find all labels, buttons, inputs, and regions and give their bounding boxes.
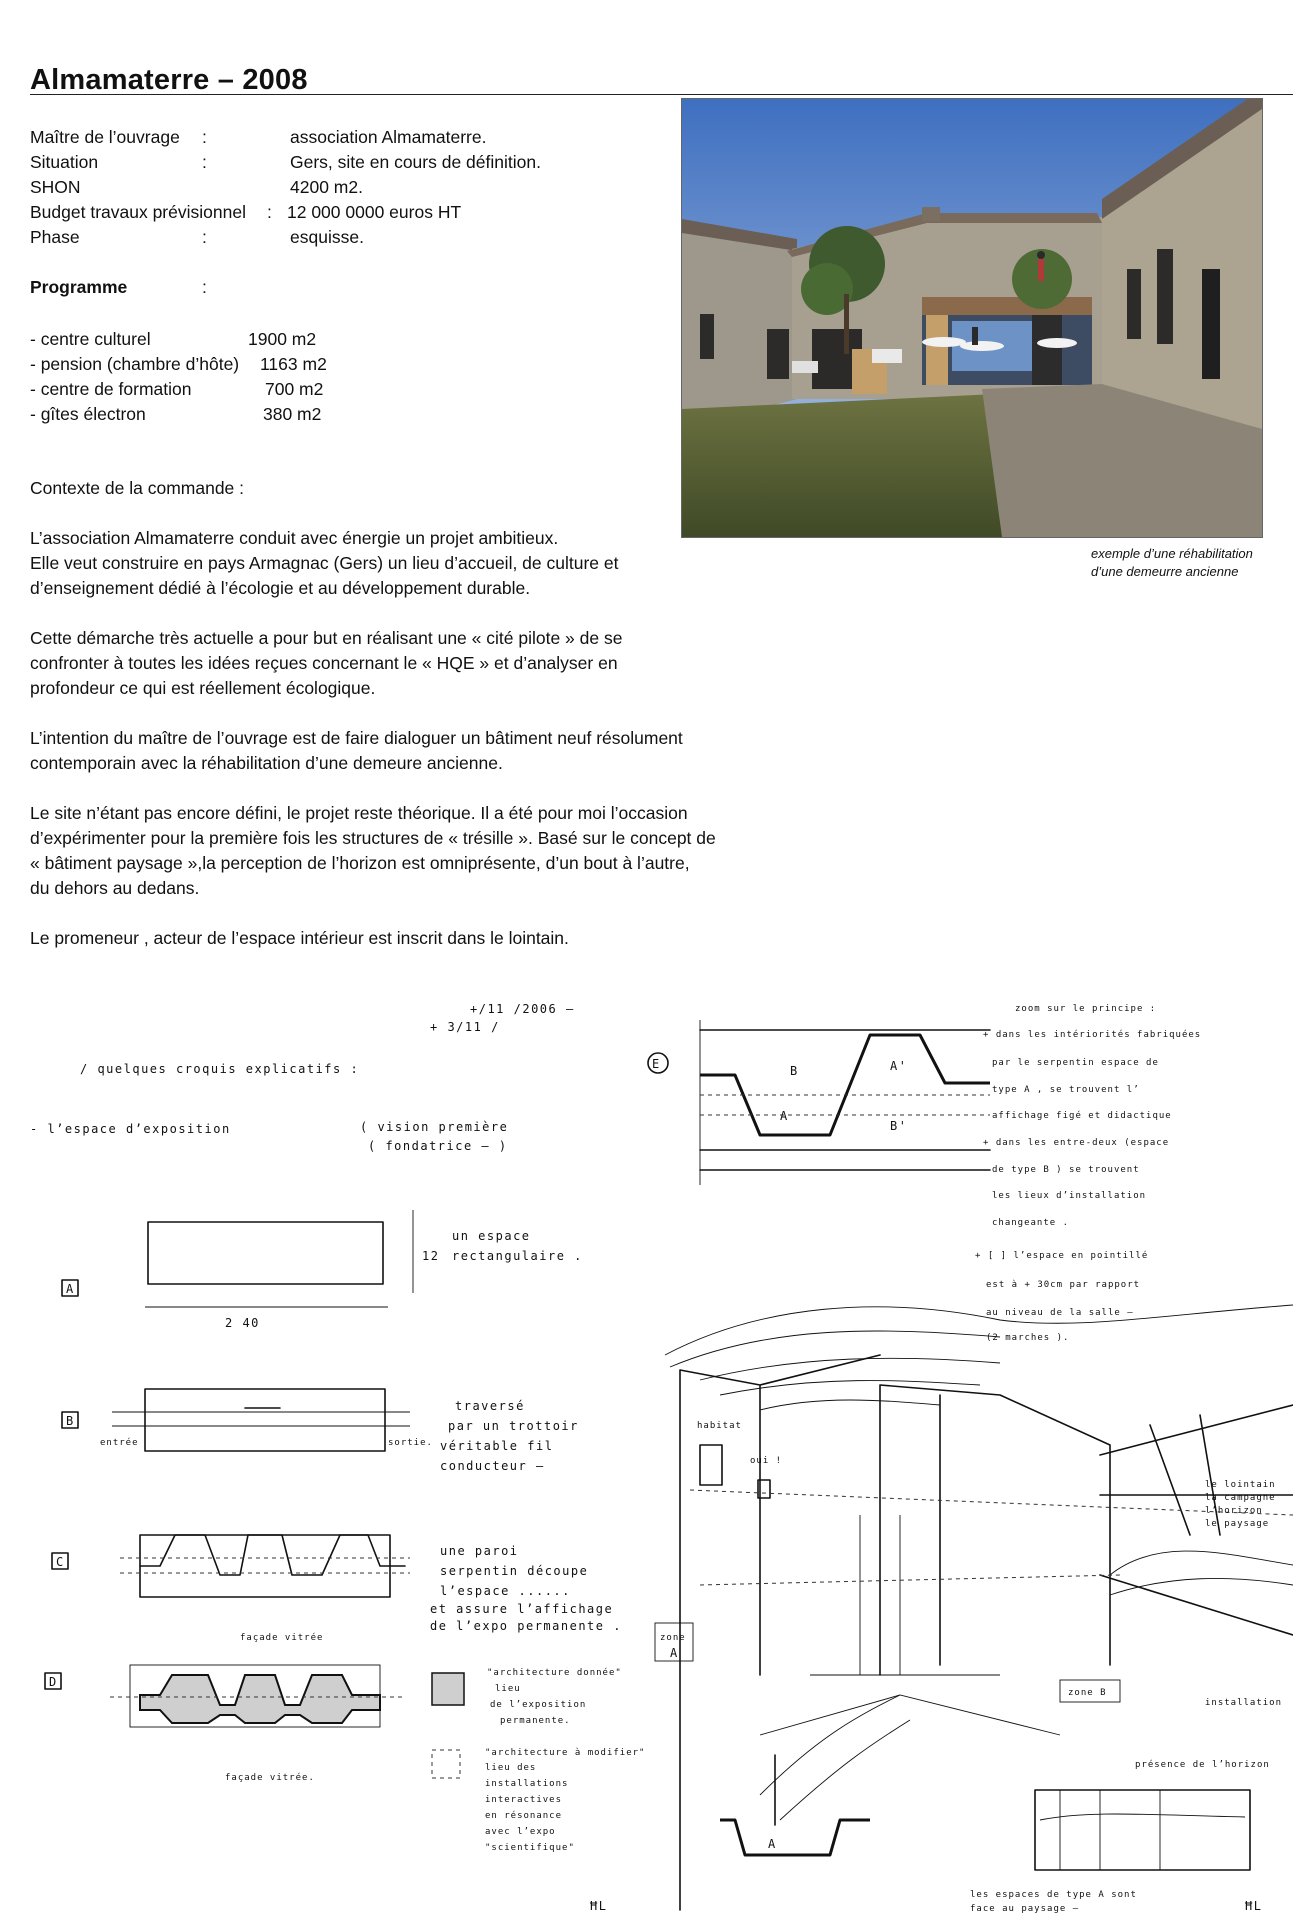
perspective-lointain: le lointain (1205, 1480, 1276, 1490)
perspective-oui-label: oui ! (750, 1456, 783, 1466)
sketch-facade-top: façade vitrée (240, 1633, 324, 1643)
perspective-section (720, 1820, 870, 1855)
sketch-zoom-note: de type B ) se trouvent (992, 1165, 1140, 1175)
sketch-vision: ( vision première (360, 1120, 509, 1134)
info-label: SHON (30, 177, 81, 197)
sketch-note-c: et assure l’affichage (430, 1602, 614, 1616)
perspective-window (700, 1445, 722, 1485)
programme-item (30, 352, 327, 377)
sketch-note-d2: en résonance (485, 1811, 563, 1821)
sketch-fondatrice: ( fondatrice — ) (368, 1139, 508, 1153)
perspective-central-frame (880, 1385, 1110, 1675)
sketch-note-b: conducteur — (440, 1459, 545, 1473)
sketch-note-d2: "architecture à modifier" (485, 1748, 646, 1758)
sketch-note-rect-1: un espace (452, 1229, 531, 1243)
perspective-horizon-lines (1040, 1790, 1245, 1870)
programme-item-label: - centre de formation (30, 379, 192, 399)
sketch-note-d1: lieu (495, 1684, 521, 1694)
info-value: association Almamaterre. (290, 127, 487, 147)
programme-item-area: 700 m2 (265, 379, 324, 399)
sketch-dashed-line (690, 1490, 1293, 1515)
sketch-zoom-note: par le serpentin espace de (992, 1058, 1159, 1068)
sketch-note-d2: lieu des (485, 1763, 537, 1773)
info-colon: : (202, 152, 207, 172)
rehabilitation-render-image (681, 98, 1263, 538)
programme-list (30, 327, 327, 427)
info-colon: : (202, 227, 207, 247)
programme-item-area: 1900 m2 (248, 329, 317, 349)
programme-item (30, 327, 317, 352)
sketch-e-label: A' (890, 1059, 908, 1073)
sketch-serpentine-wall (140, 1535, 405, 1575)
sketch-rectangle-b (145, 1389, 385, 1451)
perspective-bottom-note: les espaces de type A sont (970, 1890, 1137, 1900)
programme-item-area: 1163 m2 (260, 354, 327, 374)
sketch-hatched-wall (140, 1675, 380, 1723)
sketch-label-b: B (66, 1414, 75, 1428)
info-label: Phase (30, 227, 80, 247)
sketch-note-d2: "scientifique" (485, 1843, 575, 1853)
title-rule (30, 94, 1293, 95)
sketch-note-c: serpentin découpe (440, 1564, 589, 1578)
sketch-dim-height: 12 (422, 1249, 440, 1263)
sketch-date-2: + 3/11 / (430, 1020, 500, 1034)
sketch-zoom-serpentine (700, 1035, 990, 1135)
context-paragraph: L’association Almamaterre conduit avec énergie un projet ambitieux. Elle veut construire en pays Armagnac (Gers) un lieu d’accueil, de culture et d’enseignement dédié à l’écologie et au développement durable. (30, 528, 619, 598)
info-label: Maître de l’ouvrage (30, 127, 180, 147)
sketch-zoom-note: + dans les intériorités fabriquées (983, 1030, 1202, 1040)
sketch-e-label: A (780, 1109, 789, 1123)
perspective-habitat-wall (680, 1355, 880, 1910)
sketch-label-c: C (56, 1555, 65, 1569)
context-paragraph: Le promeneur , acteur de l’espace intérieur est inscrit dans le lointain. (30, 928, 569, 948)
context-text (30, 476, 750, 976)
sketch-note-b: traversé (455, 1399, 525, 1413)
page-title: Almamaterre – 2008 (30, 64, 308, 96)
sketch-dim-width: 2 40 (225, 1316, 260, 1330)
info-value: 12 000 0000 euros HT (287, 202, 462, 222)
perspective-landscape (1110, 1551, 1293, 1595)
sketch-note-c: de l’expo permanente . (430, 1619, 622, 1633)
info-value: Gers, site en cours de définition. (290, 152, 541, 172)
sketch-e-label: B' (890, 1119, 908, 1133)
programme-item (30, 402, 322, 427)
sketch-legend-dotted (432, 1750, 460, 1778)
perspective-floor-lines (760, 1675, 1060, 1735)
sketch-note-d2: interactives (485, 1795, 563, 1805)
sketch-zoom-note: est à + 30cm par rapport (986, 1280, 1141, 1290)
sketch-dashed-line (700, 1575, 1120, 1585)
context-paragraph: Le site n’étant pas encore défini, le projet reste théorique. Il a été pour moi l’occasion d’expérimenter pour la première fois les structures de « trésille ». Basé sur le concept de « bâtiment paysage »,la perception de l’horizon est omniprésente, d’un bout à l’autre, du dehors au dedans. (30, 803, 716, 898)
perspective-lointain: le paysage (1205, 1519, 1270, 1529)
sketch-label-a: A (66, 1282, 75, 1296)
context-heading: Contexte de la commande : (30, 478, 245, 498)
sketch-note-c: l’espace ...... (440, 1584, 571, 1598)
perspective-zone-a-letter: A (670, 1646, 679, 1660)
perspective-habitat-label: habitat (697, 1421, 742, 1431)
perspective-zone-b-label: zone B (1068, 1688, 1107, 1698)
perspective-sketch (655, 1305, 1293, 1914)
programme-heading: Programme (30, 277, 128, 297)
sketch-zoom-note: zoom sur le principe : (1015, 1004, 1157, 1014)
sketch-zoom-note: au niveau de la salle — (986, 1308, 1134, 1318)
sketch-note-rect-2: rectangulaire . (452, 1249, 583, 1263)
info-value: esquisse. (290, 227, 364, 247)
sketch-signature: ĦL (590, 1899, 608, 1913)
programme-colon: : (202, 277, 207, 297)
perspective-lointain: la campagne (1205, 1493, 1276, 1503)
sketch-zoom-note: type A , se trouvent l’ (992, 1085, 1140, 1095)
sketch-zoom-note: changeante . (992, 1218, 1070, 1228)
sketch-expo-label: - l’espace d’exposition (30, 1122, 231, 1136)
sketch-note-d1: de l’exposition (490, 1700, 587, 1710)
sketch-facade-bottom: façade vitrée. (225, 1773, 315, 1783)
sketch-legend-hatched (432, 1673, 464, 1705)
sketch-rectangle-space (148, 1222, 383, 1284)
image-caption: exemple d’une réhabilitation d’une demeurre ancienne (1091, 546, 1253, 579)
perspective-signature: ĦL (1245, 1899, 1263, 1913)
sketch-zoom-note: les lieux d’installation (992, 1191, 1147, 1201)
info-value: 4200 m2. (290, 177, 363, 197)
info-label: Budget travaux prévisionnel (30, 202, 246, 222)
sketch-sortie: sortie. (388, 1438, 433, 1448)
perspective-lointain: l’horizon (1205, 1506, 1263, 1516)
sketch-note-b: véritable fil (440, 1439, 554, 1453)
sketch-zoom-note: + [ ] l’espace en pointillé (975, 1251, 1149, 1261)
sketch-note-d2: avec l’expo (485, 1827, 556, 1837)
sketch-intro: / quelques croquis explicatifs : (80, 1062, 360, 1076)
programme-item-label: - gîtes électron (30, 404, 146, 424)
sketch-note-d1: "architecture donnée" (487, 1668, 622, 1678)
perspective-presence: présence de l’horizon (1135, 1760, 1270, 1770)
sketch-note-d1: permanente. (500, 1716, 571, 1726)
programme-item (30, 377, 324, 402)
sketch-label-d: D (49, 1675, 58, 1689)
programme-item-label: - pension (chambre d’hôte) (30, 354, 240, 374)
info-colon: : (267, 202, 272, 222)
sketch-label-e: E (652, 1057, 661, 1071)
context-paragraph: L’intention du maître de l’ouvrage est de faire dialoguer un bâtiment neuf résolument contemporain avec la réhabilitation d’une demeure ancienne. (30, 728, 683, 773)
sketch-entree: entrée (100, 1438, 139, 1448)
perspective-installation: installation (1205, 1698, 1283, 1708)
programme-item-area: 380 m2 (263, 404, 322, 424)
perspective-zone-a-label: zone (660, 1633, 686, 1643)
perspective-section-letter: A (768, 1837, 777, 1851)
sketch-zoom-note: + dans les entre-deux (espace (983, 1138, 1170, 1148)
hand-sketches (0, 975, 1293, 1920)
sketch-note-b: par un trottoir (448, 1419, 579, 1433)
sketch-note-d2: installations (485, 1779, 569, 1789)
programme-item-label: - centre culturel (30, 329, 151, 349)
sketch-e-label: B (790, 1064, 799, 1078)
context-paragraph: Cette démarche très actuelle a pour but en réalisant une « cité pilote » de se confronter à toutes les idées reçues concernant le « HQE » et d’analyser en profondeur ce qui est réellement écologique. (30, 628, 623, 698)
courtyard-render (682, 99, 1262, 537)
sketch-rectangle-c (140, 1535, 390, 1597)
sketch-date: +/11 /2006 — (470, 1002, 575, 1016)
sketch-note-c: une paroi (440, 1544, 519, 1558)
perspective-horizon-frame (1035, 1790, 1250, 1870)
info-colon: : (202, 127, 207, 147)
sketch-zoom-note: affichage figé et didactique (992, 1111, 1172, 1121)
sketch-zoom-note: (2 marches ). (986, 1333, 1070, 1343)
info-label: Situation (30, 152, 99, 172)
perspective-bottom-note: face au paysage — (970, 1904, 1080, 1914)
